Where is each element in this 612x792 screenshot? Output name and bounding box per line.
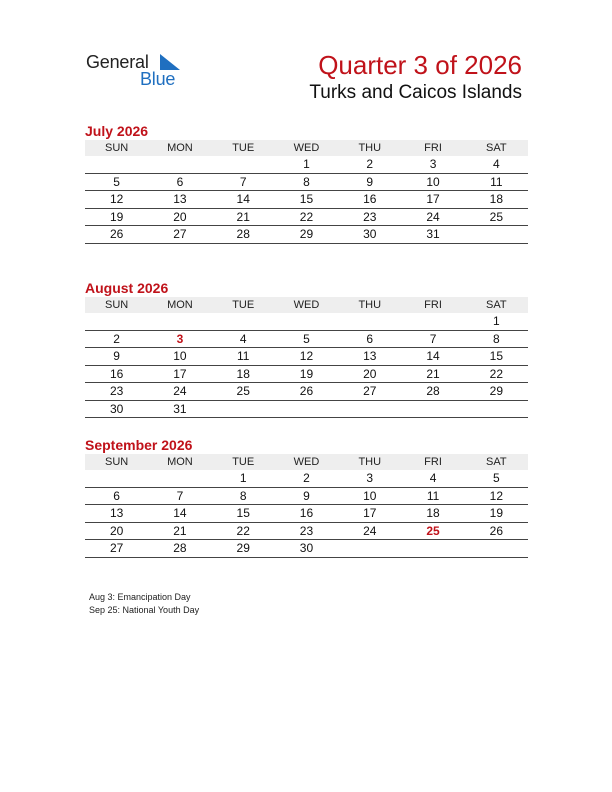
week-row [85,505,528,523]
day-cell: 5 [465,470,528,487]
day-cell: 7 [401,330,464,348]
day-cell: 18 [465,191,528,209]
day-cell [465,540,528,558]
day-cell: 2 [338,156,401,173]
day-cell: 24 [401,208,464,226]
weekday-header: FRI [401,297,464,313]
day-cell: 8 [275,173,338,191]
day-cell: 11 [212,348,275,366]
weekday-header-row [85,454,528,470]
day-cell: 22 [275,208,338,226]
week-row [85,313,528,330]
month-july [85,122,528,244]
day-cell [401,400,464,418]
day-cell: 19 [85,208,148,226]
day-cell: 17 [338,505,401,523]
day-cell [275,400,338,418]
day-cell [212,400,275,418]
day-cell: 14 [212,191,275,209]
week-row [85,173,528,191]
day-cell [401,540,464,558]
day-cell: 6 [85,487,148,505]
week-row [85,540,528,558]
day-cell: 11 [465,173,528,191]
day-cell: 24 [148,383,211,401]
holiday-notes [89,591,199,617]
day-cell: 16 [338,191,401,209]
day-cell: 30 [338,226,401,244]
day-cell: 3 [148,330,211,348]
day-cell: 3 [338,470,401,487]
day-cell [212,313,275,330]
day-cell: 27 [85,540,148,558]
week-row [85,400,528,418]
day-cell: 9 [338,173,401,191]
day-cell: 15 [465,348,528,366]
weekday-header: MON [148,140,211,156]
day-cell [85,156,148,173]
weekday-header-row [85,140,528,156]
page-subtitle: Turks and Caicos Islands [309,82,522,103]
page-title: Quarter 3 of 2026 [318,50,522,80]
day-cell [338,400,401,418]
month-september [85,436,528,558]
day-cell: 20 [338,365,401,383]
calendar-table [85,297,528,418]
day-cell: 1 [212,470,275,487]
day-cell: 12 [275,348,338,366]
weekday-header: TUE [212,140,275,156]
weekday-header: WED [275,140,338,156]
weekday-header: MON [148,297,211,313]
day-cell [401,313,464,330]
day-cell: 8 [212,487,275,505]
weekday-header: TUE [212,297,275,313]
day-cell: 13 [148,191,211,209]
day-cell: 20 [148,208,211,226]
day-cell: 14 [148,505,211,523]
day-cell: 30 [275,540,338,558]
day-cell: 13 [338,348,401,366]
day-cell: 13 [85,505,148,523]
weekday-header: SAT [465,454,528,470]
day-cell [338,313,401,330]
day-cell: 31 [148,400,211,418]
day-cell: 25 [212,383,275,401]
day-cell: 29 [465,383,528,401]
day-cell: 7 [148,487,211,505]
day-cell: 30 [85,400,148,418]
weekday-header: FRI [401,454,464,470]
day-cell: 16 [85,365,148,383]
day-cell: 21 [148,522,211,540]
day-cell: 23 [338,208,401,226]
week-row [85,226,528,244]
week-row [85,383,528,401]
day-cell: 25 [465,208,528,226]
day-cell [275,313,338,330]
month-title: September 2026 [85,437,193,453]
weekday-header: THU [338,454,401,470]
weekday-header: FRI [401,140,464,156]
day-cell: 26 [465,522,528,540]
week-row [85,487,528,505]
holiday-note: Aug 3: Emancipation Day [89,592,191,602]
month-title: July 2026 [85,123,149,139]
day-cell: 29 [212,540,275,558]
day-cell: 18 [212,365,275,383]
day-cell [85,470,148,487]
day-cell [465,400,528,418]
weekday-header-row [85,297,528,313]
day-cell: 14 [401,348,464,366]
day-cell: 8 [465,330,528,348]
day-cell: 27 [148,226,211,244]
month-august [85,279,528,418]
week-row [85,470,528,487]
weekday-header: SAT [465,297,528,313]
day-cell: 6 [148,173,211,191]
weekday-header: THU [338,140,401,156]
day-cell: 28 [401,383,464,401]
day-cell [465,226,528,244]
day-cell: 27 [338,383,401,401]
week-row [85,208,528,226]
day-cell: 26 [275,383,338,401]
logo-text-general: General [86,52,149,72]
weekday-header: SUN [85,140,148,156]
day-cell: 12 [465,487,528,505]
day-cell: 19 [465,505,528,523]
day-cell [148,470,211,487]
day-cell: 4 [465,156,528,173]
day-cell: 5 [85,173,148,191]
day-cell: 29 [275,226,338,244]
weekday-header: THU [338,297,401,313]
day-cell: 16 [275,505,338,523]
weekday-header: SAT [465,140,528,156]
day-cell: 4 [212,330,275,348]
day-cell: 2 [275,470,338,487]
day-cell [148,156,211,173]
day-cell: 18 [401,505,464,523]
week-row [85,156,528,173]
calendar-table [85,454,528,558]
weekday-header: SUN [85,454,148,470]
day-cell: 10 [401,173,464,191]
day-cell: 28 [212,226,275,244]
day-cell: 25 [401,522,464,540]
day-cell: 1 [465,313,528,330]
day-cell [148,313,211,330]
day-cell: 22 [465,365,528,383]
logo [86,52,186,92]
day-cell: 17 [148,365,211,383]
day-cell: 9 [275,487,338,505]
day-cell: 19 [275,365,338,383]
week-row [85,365,528,383]
day-cell: 3 [401,156,464,173]
day-cell: 12 [85,191,148,209]
day-cell: 23 [275,522,338,540]
day-cell: 23 [85,383,148,401]
day-cell: 5 [275,330,338,348]
week-row [85,522,528,540]
day-cell: 20 [85,522,148,540]
day-cell: 11 [401,487,464,505]
day-cell: 28 [148,540,211,558]
weekday-header: SUN [85,297,148,313]
day-cell: 10 [338,487,401,505]
day-cell: 1 [275,156,338,173]
day-cell: 6 [338,330,401,348]
day-cell: 10 [148,348,211,366]
logo-triangle-icon [160,54,180,70]
week-row [85,191,528,209]
day-cell: 24 [338,522,401,540]
day-cell: 2 [85,330,148,348]
day-cell [85,313,148,330]
day-cell: 17 [401,191,464,209]
day-cell: 7 [212,173,275,191]
day-cell [212,156,275,173]
day-cell: 26 [85,226,148,244]
day-cell: 9 [85,348,148,366]
calendar-table [85,140,528,244]
weekday-header: MON [148,454,211,470]
month-title: August 2026 [85,280,169,296]
day-cell: 15 [212,505,275,523]
week-row [85,330,528,348]
weekday-header: WED [275,454,338,470]
day-cell: 15 [275,191,338,209]
weekday-header: TUE [212,454,275,470]
day-cell: 31 [401,226,464,244]
day-cell: 21 [401,365,464,383]
logo-text-blue: Blue [140,69,176,89]
day-cell: 22 [212,522,275,540]
day-cell: 4 [401,470,464,487]
day-cell: 21 [212,208,275,226]
day-cell [338,540,401,558]
weekday-header: WED [275,297,338,313]
holiday-note: Sep 25: National Youth Day [89,605,200,615]
week-row [85,348,528,366]
